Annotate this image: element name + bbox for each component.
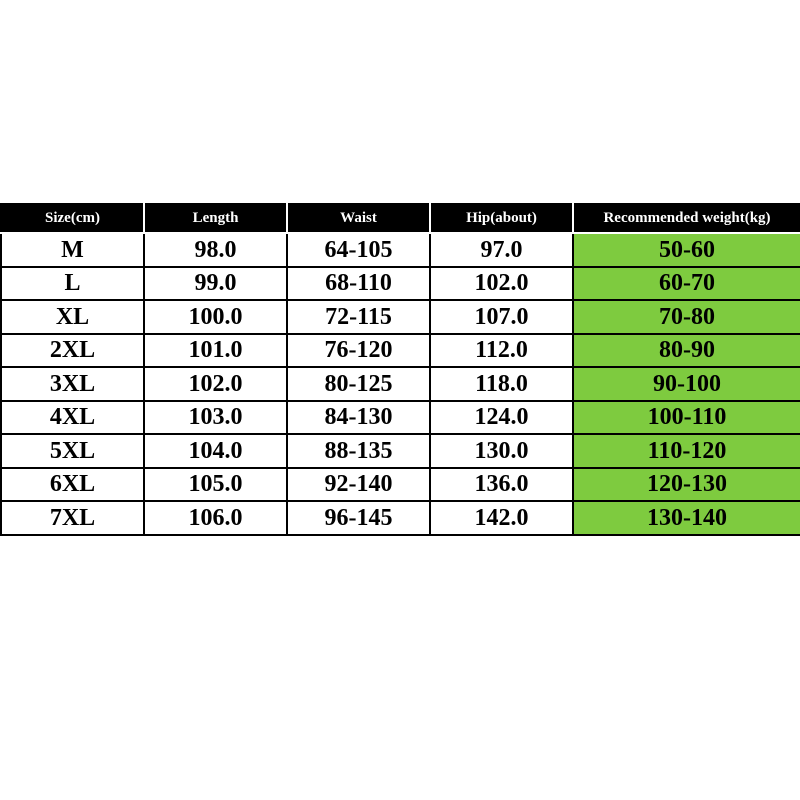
cell-length: 101.0 (144, 334, 287, 368)
table-row (1, 367, 800, 401)
cell-waist: 76-120 (287, 334, 430, 368)
cell-recommended-weight: 100-110 (573, 401, 800, 435)
cell-size: 6XL (1, 468, 144, 502)
cell-size: L (1, 267, 144, 301)
cell-hip: 112.0 (430, 334, 573, 368)
cell-length: 103.0 (144, 401, 287, 435)
header-hip: Hip(about) (430, 204, 573, 233)
cell-size: XL (1, 300, 144, 334)
header-size: Size(cm) (1, 204, 144, 233)
cell-length: 98.0 (144, 233, 287, 267)
cell-length: 99.0 (144, 267, 287, 301)
cell-waist: 92-140 (287, 468, 430, 502)
size-chart-header (1, 204, 800, 233)
cell-waist: 96-145 (287, 501, 430, 535)
table-row (1, 233, 800, 267)
cell-waist: 80-125 (287, 367, 430, 401)
cell-size: 2XL (1, 334, 144, 368)
table-row (1, 334, 800, 368)
header-waist: Waist (287, 204, 430, 233)
table-row (1, 434, 800, 468)
cell-hip: 136.0 (430, 468, 573, 502)
cell-size: M (1, 233, 144, 267)
table-row (1, 267, 800, 301)
cell-length: 104.0 (144, 434, 287, 468)
cell-size: 4XL (1, 401, 144, 435)
table-row (1, 501, 800, 535)
cell-waist: 88-135 (287, 434, 430, 468)
cell-recommended-weight: 130-140 (573, 501, 800, 535)
cell-recommended-weight: 70-80 (573, 300, 800, 334)
cell-size: 5XL (1, 434, 144, 468)
cell-length: 102.0 (144, 367, 287, 401)
cell-size: 7XL (1, 501, 144, 535)
cell-hip: 102.0 (430, 267, 573, 301)
cell-hip: 124.0 (430, 401, 573, 435)
cell-length: 106.0 (144, 501, 287, 535)
cell-hip: 107.0 (430, 300, 573, 334)
cell-length: 100.0 (144, 300, 287, 334)
cell-recommended-weight: 50-60 (573, 233, 800, 267)
cell-waist: 72-115 (287, 300, 430, 334)
cell-recommended-weight: 90-100 (573, 367, 800, 401)
cell-recommended-weight: 110-120 (573, 434, 800, 468)
cell-hip: 97.0 (430, 233, 573, 267)
header-row (1, 204, 800, 233)
size-chart-table (0, 203, 800, 536)
cell-hip: 118.0 (430, 367, 573, 401)
table-row (1, 401, 800, 435)
table-row (1, 468, 800, 502)
cell-recommended-weight: 80-90 (573, 334, 800, 368)
cell-waist: 68-110 (287, 267, 430, 301)
cell-hip: 142.0 (430, 501, 573, 535)
size-chart-body (1, 233, 800, 535)
cell-size: 3XL (1, 367, 144, 401)
cell-recommended-weight: 120-130 (573, 468, 800, 502)
header-length: Length (144, 204, 287, 233)
cell-waist: 84-130 (287, 401, 430, 435)
header-recommended-weight: Recommended weight(kg) (573, 204, 800, 233)
cell-waist: 64-105 (287, 233, 430, 267)
cell-recommended-weight: 60-70 (573, 267, 800, 301)
cell-length: 105.0 (144, 468, 287, 502)
cell-hip: 130.0 (430, 434, 573, 468)
table-row (1, 300, 800, 334)
